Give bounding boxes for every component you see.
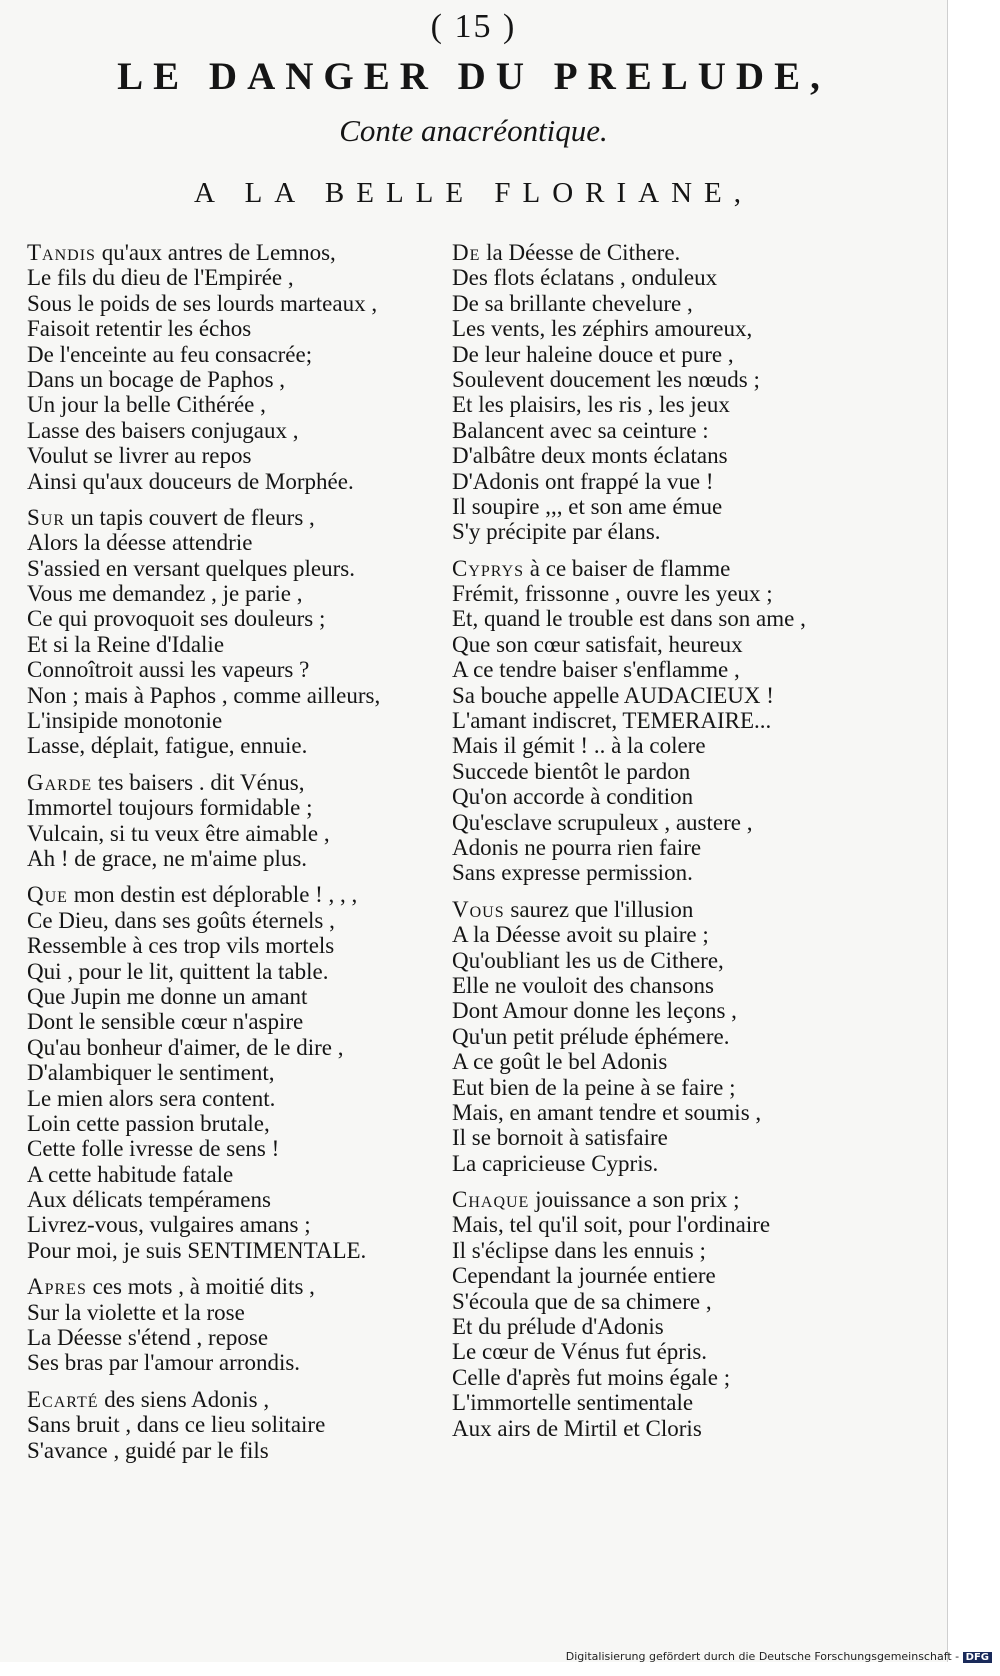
verse-line: Apres ces mots , à moitié dits ,	[27, 1274, 315, 1300]
verse-line: Qui , pour le lit, quittent la table.	[27, 958, 329, 984]
stanza	[27, 882, 457, 1263]
verse-line: Et du prélude d'Adonis	[452, 1314, 664, 1340]
verse-line: Tandis qu'aux antres de Lemnos,	[27, 240, 336, 265]
verse-line: Lasse des baisers conjugaux ,	[27, 417, 299, 443]
verse-line: Sans expresse permission.	[452, 860, 693, 886]
verse-line: Adonis ne pourra rien faire	[452, 834, 702, 860]
verse-line: La Déesse s'étend , repose	[27, 1325, 269, 1351]
verse-line: Mais, tel qu'il soit, pour l'ordinaire	[452, 1212, 771, 1238]
poem-subtitle: Conte anacréontique.	[339, 113, 608, 148]
verse-line: Les vents, les zéphirs amoureux,	[452, 316, 753, 342]
verse-line: Immortel toujours formidable ;	[27, 795, 313, 821]
verse-line: Il soupire ,,, et son ame émue	[452, 493, 723, 519]
verse-line: Succede bientôt le pardon	[452, 758, 691, 784]
dedication: A LA BELLE FLORIANE,	[194, 177, 753, 209]
verse-line: Sur la violette et la rose	[27, 1299, 245, 1325]
verse-line: L'insipide monotonie	[27, 708, 223, 734]
verse-line: Mais, en amant tendre et soumis ,	[452, 1099, 762, 1125]
right-column	[452, 240, 922, 1452]
verse-line: Dans un bocage de Paphos ,	[27, 366, 286, 392]
verse-line: Balancent avec sa ceinture :	[452, 417, 709, 443]
verse-line: Le cœur de Vénus fut épris.	[452, 1339, 708, 1365]
stanza	[27, 505, 457, 759]
verse-line: Alors la déesse attendrie	[27, 530, 253, 556]
stanza	[452, 240, 922, 545]
verse-line: Mais il gémit ! .. à la colere	[452, 733, 706, 759]
stanza	[27, 1274, 457, 1376]
verse-line: Le fils du dieu de l'Empirée ,	[27, 265, 294, 291]
stanza	[27, 770, 457, 872]
verse-line: Qu'un petit prélude éphémere.	[452, 1023, 730, 1049]
dfg-logo: DFG	[963, 1652, 992, 1663]
verse-line: Celle d'après fut moins égale ;	[452, 1364, 731, 1390]
verse-line: Loin cette passion brutale,	[27, 1110, 270, 1136]
verse-line: Garde tes baisers . dit Vénus,	[27, 769, 305, 795]
verse-line: Ah ! de grace, ne m'aime plus.	[27, 845, 308, 871]
stanza	[452, 556, 922, 886]
verse-line: Des flots éclatans , onduleux	[452, 265, 718, 291]
verse-line: Qu'on accorde à condition	[452, 784, 694, 810]
verse-line: Dont le sensible cœur n'aspire	[27, 1009, 304, 1035]
verse-line: S'écoula que de sa chimere ,	[452, 1288, 712, 1314]
verse-line: Lasse, déplait, fatigue, ennuie.	[27, 733, 308, 759]
verse-line: Elle ne vouloit des chansons	[452, 972, 714, 998]
verse-line: Ainsi qu'aux douceurs de Morphée.	[27, 468, 354, 494]
stanza	[27, 1387, 457, 1463]
verse-line: S'y précipite par élans.	[452, 519, 661, 545]
verse-line: Ses bras par l'amour arrondis.	[27, 1350, 301, 1376]
verse-line: Et si la Reine d'Idalie	[27, 631, 225, 657]
verse-line: De leur haleine douce et pure ,	[452, 341, 734, 367]
verse-line: Ce qui provoquoit ses douleurs ;	[27, 606, 326, 632]
poem-title: LE DANGER DU PRELUDE,	[117, 55, 830, 98]
verse-line: Il se bornoit à satisfaire	[452, 1125, 668, 1151]
verse-line: Qu'au bonheur d'aimer, de le dire ,	[27, 1034, 344, 1060]
stanza	[27, 240, 457, 494]
verse-line: L'immortelle sentimentale	[452, 1390, 694, 1416]
verse-line: De l'enceinte au feu consacrée;	[27, 341, 313, 367]
verse-line: La capricieuse Cypris.	[452, 1150, 659, 1176]
verse-line: Et les plaisirs, les ris , les jeux	[452, 392, 730, 418]
verse-line: Il s'éclipse dans les ennuis ;	[452, 1237, 706, 1263]
verse-line: D'albâtre deux monts éclatans	[452, 443, 728, 469]
verse-line: A la Déesse avoit su plaire ;	[452, 922, 709, 948]
verse-line: A ce goût le bel Adonis	[452, 1049, 668, 1075]
footer-credit	[566, 1650, 992, 1663]
verse-line: S'avance , guidé par le fils	[27, 1437, 269, 1463]
verse-line: Ressemble à ces trop vils mortels	[27, 933, 335, 959]
verse-line: De sa brillante chevelure ,	[452, 290, 693, 316]
verse-line: Ecarté des siens Adonis ,	[27, 1386, 270, 1412]
verse-line: Soulevent doucement les nœuds ;	[452, 366, 760, 392]
verse-line: D'alambiquer le sentiment,	[27, 1060, 275, 1086]
verse-line: Un jour la belle Cithérée ,	[27, 392, 266, 418]
verse-line: D'Adonis ont frappé la vue !	[452, 468, 714, 494]
left-column	[27, 240, 457, 1474]
verse-line: Dont Amour donne les leçons ,	[452, 998, 737, 1024]
verse-line: Vous saurez que l'illusion	[452, 896, 694, 922]
verse-line: Que son cœur satisfait, heureux	[452, 631, 743, 657]
verse-line: Cette folle ivresse de sens !	[27, 1136, 280, 1162]
verse-line: Sa bouche appelle AUDACIEUX !	[452, 682, 774, 708]
verse-line: Sans bruit , dans ce lieu solitaire	[27, 1412, 326, 1438]
verse-line: Sur un tapis couvert de fleurs ,	[27, 504, 315, 530]
verse-line: L'amant indiscret, TEMERAIRE...	[452, 708, 772, 734]
verse-line: Frémit, frissonne , ouvre les yeux ;	[452, 581, 773, 607]
verse-line: Ce Dieu, dans ses goûts éternels ,	[27, 907, 335, 933]
verse-line: Sous le poids de ses lourds marteaux ,	[27, 290, 378, 316]
footer-text: Digitalisierung gefördert durch die Deutsche Forschungsgemeinschaft -	[565, 1650, 960, 1663]
verse-line: Cependant la journée entiere	[452, 1263, 716, 1289]
verse-line: Que Jupin me donne un amant	[27, 983, 308, 1009]
verse-line: Le mien alors sera content.	[27, 1085, 276, 1111]
verse-line: Cyprys à ce baiser de flamme	[452, 555, 731, 581]
verse-line: Qu'oubliant les us de Cithere,	[452, 947, 724, 973]
verse-line: Connoîtroit aussi les vapeurs ?	[27, 657, 310, 683]
verse-line: Eut bien de la peine à se faire ;	[452, 1074, 736, 1100]
verse-line: Vous me demandez , je parie ,	[27, 581, 303, 607]
verse-line: Que mon destin est déplorable ! , , ,	[27, 882, 358, 908]
verse-line: Aux délicats tempéramens	[27, 1187, 271, 1213]
verse-line: De la Déesse de Cithere.	[452, 240, 681, 265]
verse-line: Non ; mais à Paphos , comme ailleurs,	[27, 682, 381, 708]
verse-line: Vulcain, si tu veux être aimable ,	[27, 820, 330, 846]
verse-line: A cette habitude fatale	[27, 1161, 234, 1187]
verse-line: Et, quand le trouble est dans son ame ,	[452, 606, 806, 632]
verse-line: Aux airs de Mirtil et Cloris	[452, 1415, 702, 1441]
verse-line: A ce tendre baiser s'enflamme ,	[452, 657, 740, 683]
verse-line: Pour moi, je suis SENTIMENTALE.	[27, 1237, 367, 1263]
verse-line: Livrez-vous, vulgaires amans ;	[27, 1212, 311, 1238]
stanza	[452, 1187, 922, 1441]
verse-line: Voulut se livrer au repos	[27, 443, 252, 469]
verse-line: Chaque jouissance a son prix ;	[452, 1187, 740, 1213]
stanza	[452, 897, 922, 1176]
verse-line: S'assied en versant quelques pleurs.	[27, 555, 355, 581]
page-number: ( 15 )	[430, 8, 517, 45]
verse-line: Faisoit retentir les échos	[27, 316, 252, 342]
verse-line: Qu'esclave scrupuleux , austere ,	[452, 809, 753, 835]
